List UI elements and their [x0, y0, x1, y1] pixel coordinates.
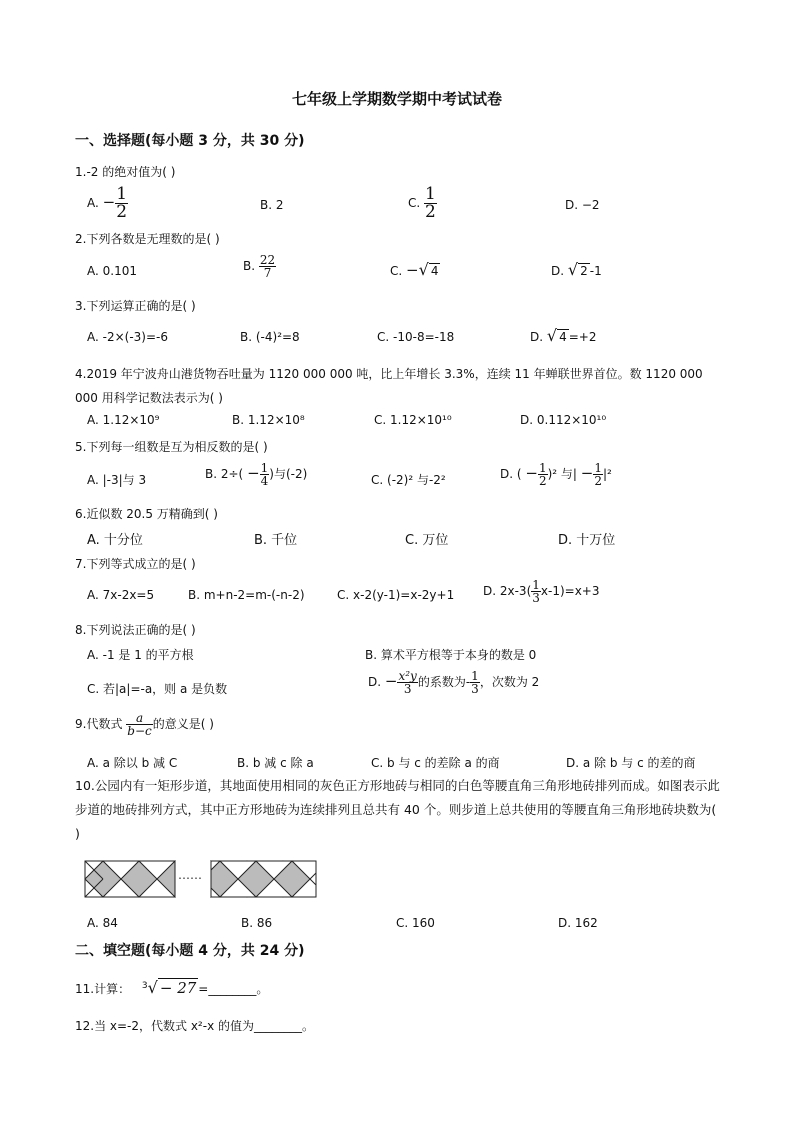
q2-option-a: A. 0.101 [87, 264, 137, 278]
q9-option-d: D. a 除 b 与 c 的差的商 [566, 756, 696, 770]
section-2-heading: 二、填空题(每小题 4 分，共 24 分) [75, 943, 305, 959]
q2-option-c: C. −√ 4 [390, 260, 439, 279]
question-12: 12.当 x=-2，代数式 x²-x 的值为________。 [75, 1019, 314, 1033]
q3-option-a: A. -2×(-3)=-6 [87, 330, 168, 344]
question-2: 2.下列各数是无理数的是( ) [75, 232, 220, 246]
question-8: 8.下列说法正确的是( ) [75, 623, 196, 637]
q1-option-b: B. 2 [260, 198, 284, 212]
question-6: 6.近似数 20.5 万精确到( ) [75, 507, 218, 521]
tile-figure-dots: …… [178, 868, 202, 882]
q1-option-d: D. −2 [565, 198, 600, 212]
question-7: 7.下列等式成立的是( ) [75, 557, 196, 571]
q6-option-c: C. 万位 [405, 533, 449, 548]
q1-option-c: C. $\frac{1}{2}$ [408, 184, 436, 222]
q4-option-d: D. 0.112×10¹⁰ [520, 413, 607, 427]
q6-option-a: A. 十分位 [87, 533, 143, 548]
q2-option-d: D. √ 2 -1 [551, 260, 602, 279]
question-4: 4.2019 年宁波舟山港货物吞吐量为 1120 000 000 吨，比上年增长 3.3%，连续 11 年蝉联世界首位。数 1120 000 000 用科学记数法表示为( ) [75, 367, 703, 405]
q8-option-a: A. -1 是 1 的平方根 [87, 648, 194, 662]
q4-option-c: C. 1.12×10¹⁰ [374, 413, 452, 427]
q8-option-d: D. − $\frac{\text{x²y}}{3}$ 的系数为- $\frac{1}{3}$ ，次数为 2 [368, 669, 540, 696]
tile-left-section [85, 861, 175, 897]
q8-option-b: B. 算术平方根等于本身的数是 0 [365, 648, 537, 662]
q10-option-a: A. 84 [87, 916, 118, 930]
tile-figure-right [210, 860, 318, 898]
question-3: 3.下列运算正确的是( ) [75, 299, 196, 313]
q10-option-c: C. 160 [396, 916, 435, 930]
q3-option-c: C. -10-8=-18 [377, 330, 455, 344]
question-11: 11.计算： $^3$√ − 27 =________。 [75, 978, 269, 997]
question-10: 10.公园内有一矩形步道，其地面使用相同的灰色正方形地砖与相同的白色等腰直角三角形地砖排列而成。如图表示此步道的地砖排列方式，其中正方形地砖为连续排列且总共有 40 个。则步道上总共使用的等腰直角三角形地砖块数为( ) [75, 778, 720, 841]
q4-option-b: B. 1.12×10⁸ [232, 413, 305, 427]
q5-option-a: A. |-3|与 3 [87, 473, 147, 487]
section-1-heading: 一、选择题(每小题 3 分，共 30 分) [75, 133, 305, 149]
q9-option-c: C. b 与 c 的差除 a 的商 [371, 756, 500, 770]
q4-option-a: A. 1.12×10⁹ [87, 413, 160, 427]
q5-option-b: B. 2÷( − $\frac{1}{4}$ )与(-2) [205, 461, 308, 488]
q3-option-d: D. √ 4 =+2 [530, 326, 597, 345]
page-title: 七年级上学期数学期中考试试卷 [291, 90, 502, 108]
q1-option-a: A. − $\frac{1}{2}$ [87, 184, 128, 222]
question-1: 1.-2 的绝对值为( ) [75, 165, 176, 179]
q7-option-d: D. 2x-3( $\frac{1}{3}$ x-1)=x+3 [483, 578, 600, 605]
q7-option-a: A. 7x-2x=5 [87, 588, 155, 602]
q7-option-c: C. x-2(y-1)=x-2y+1 [337, 588, 455, 602]
q7-option-b: B. m+n-2=m-(-n-2) [188, 588, 305, 602]
q2-option-b: B. $\frac{22}{7}$ [243, 253, 276, 280]
q9-option-b: B. b 减 c 除 a [237, 756, 314, 770]
question-9: 9.代数式 $\frac{a}{b-c}$ 的意义是( ) [75, 711, 214, 738]
q6-option-b: B. 千位 [254, 533, 298, 548]
q3-option-b: B. (-4)²=8 [240, 330, 300, 344]
q5-option-d: D. ( − $\frac{1}{2}$ )² 与| − $\frac{1}{2}$ |² [500, 461, 612, 488]
q8-option-c: C. 若|a|=-a，则 a 是负数 [87, 682, 228, 696]
q10-option-b: B. 86 [241, 916, 273, 930]
q9-option-a: A. a 除以 b 减 C [87, 756, 178, 770]
q6-option-d: D. 十万位 [558, 533, 616, 548]
q5-option-c: C. (-2)² 与-2² [371, 473, 446, 487]
q10-option-d: D. 162 [558, 916, 598, 930]
question-5: 5.下列每一组数是互为相反数的是( ) [75, 440, 268, 454]
